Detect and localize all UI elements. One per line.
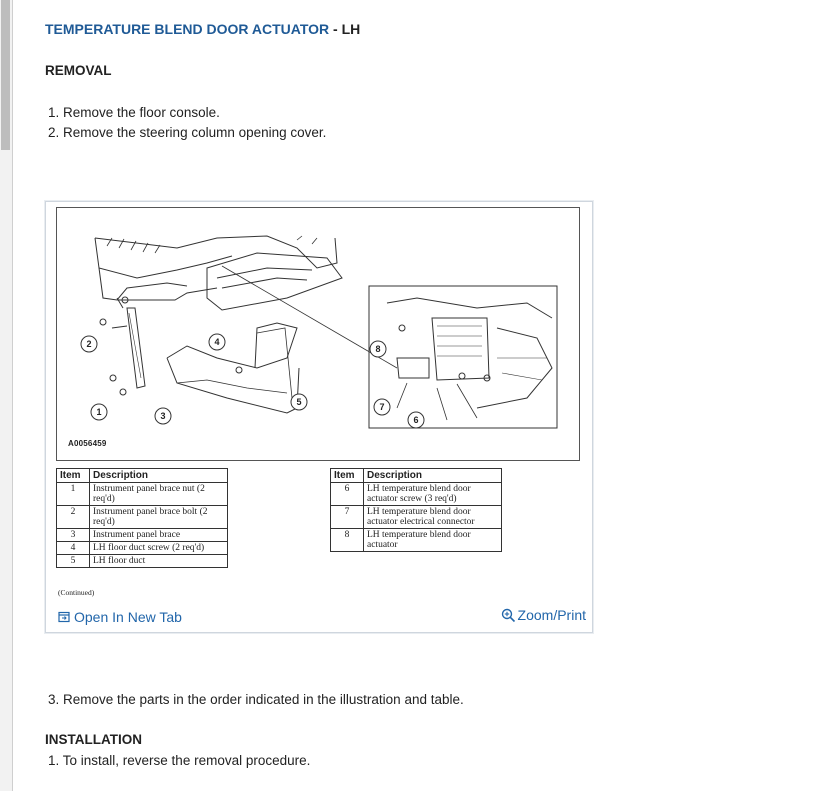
page-title-separator: -	[329, 21, 342, 37]
table-row	[331, 529, 502, 552]
callout-6: 6	[413, 415, 419, 425]
column-item: Item	[331, 469, 364, 483]
column-item: Item	[57, 469, 90, 483]
figure-code: A0056459	[68, 439, 107, 448]
table-row	[331, 483, 502, 506]
callout-5: 5	[296, 397, 302, 407]
left-scrollbar[interactable]	[0, 0, 13, 791]
item-number: 2	[57, 506, 90, 529]
scrollbar-thumb[interactable]	[1, 0, 10, 150]
page-title-main: TEMPERATURE BLEND DOOR ACTUATOR	[45, 21, 330, 37]
callout-1: 1	[96, 407, 102, 417]
parts-table-left	[56, 468, 228, 568]
removal-step-1: 1. Remove the floor console.	[48, 105, 220, 120]
table-row	[331, 506, 502, 529]
column-description: Description	[364, 469, 502, 483]
item-description: Instrument panel brace	[90, 529, 228, 542]
item-number: 7	[331, 506, 364, 529]
item-description: LH temperature blend door actuator screw (3 req'd)	[364, 483, 502, 506]
callout-7: 7	[379, 402, 385, 412]
item-description: LH temperature blend door actuator	[364, 529, 502, 552]
callout-3: 3	[160, 411, 166, 421]
item-number: 5	[57, 555, 90, 568]
parts-table-header	[57, 469, 228, 483]
parts-table-header	[331, 469, 502, 483]
open-tab-label[interactable]: Open In New Tab	[74, 609, 182, 625]
installation-step-1: 1. To install, reverse the removal procedure.	[48, 753, 311, 768]
open-tab-icon	[58, 611, 70, 623]
figure-card	[45, 201, 593, 633]
item-description: LH floor duct screw (2 req'd)	[90, 542, 228, 555]
item-description: LH temperature blend door actuator electrical connector	[364, 506, 502, 529]
installation-heading: INSTALLATION	[45, 732, 142, 747]
item-number: 6	[331, 483, 364, 506]
open-in-new-tab-link[interactable]	[58, 609, 182, 625]
item-description: LH floor duct	[90, 555, 228, 568]
table-row	[57, 483, 228, 506]
page-title	[45, 21, 360, 37]
page-title-side: LH	[341, 21, 361, 37]
item-description: Instrument panel brace nut (2 req'd)	[90, 483, 228, 506]
removal-steps	[48, 103, 326, 143]
table-row	[57, 542, 228, 555]
column-description: Description	[90, 469, 228, 483]
table-row	[57, 555, 228, 568]
table-row	[57, 529, 228, 542]
zoom-print-label[interactable]: Zoom/Print	[517, 607, 586, 623]
item-number: 3	[57, 529, 90, 542]
item-number: 1	[57, 483, 90, 506]
item-description: Instrument panel brace bolt (2 req'd)	[90, 506, 228, 529]
item-number: 8	[331, 529, 364, 552]
item-number: 4	[57, 542, 90, 555]
illustration-frame	[56, 207, 580, 461]
illustration-drawing	[57, 208, 579, 460]
parts-table-right	[330, 468, 502, 552]
callout-4: 4	[214, 337, 220, 347]
zoom-icon	[501, 608, 516, 623]
removal-step-2: 2. Remove the steering column opening cover.	[48, 125, 327, 140]
removal-heading: REMOVAL	[45, 63, 112, 78]
continued-note: (Continued)	[58, 588, 95, 597]
table-row	[57, 506, 228, 529]
callout-8: 8	[375, 344, 381, 354]
zoom-print-link[interactable]	[501, 607, 586, 623]
removal-step-3: 3. Remove the parts in the order indicated in the illustration and table.	[48, 692, 464, 707]
callout-2: 2	[86, 339, 92, 349]
